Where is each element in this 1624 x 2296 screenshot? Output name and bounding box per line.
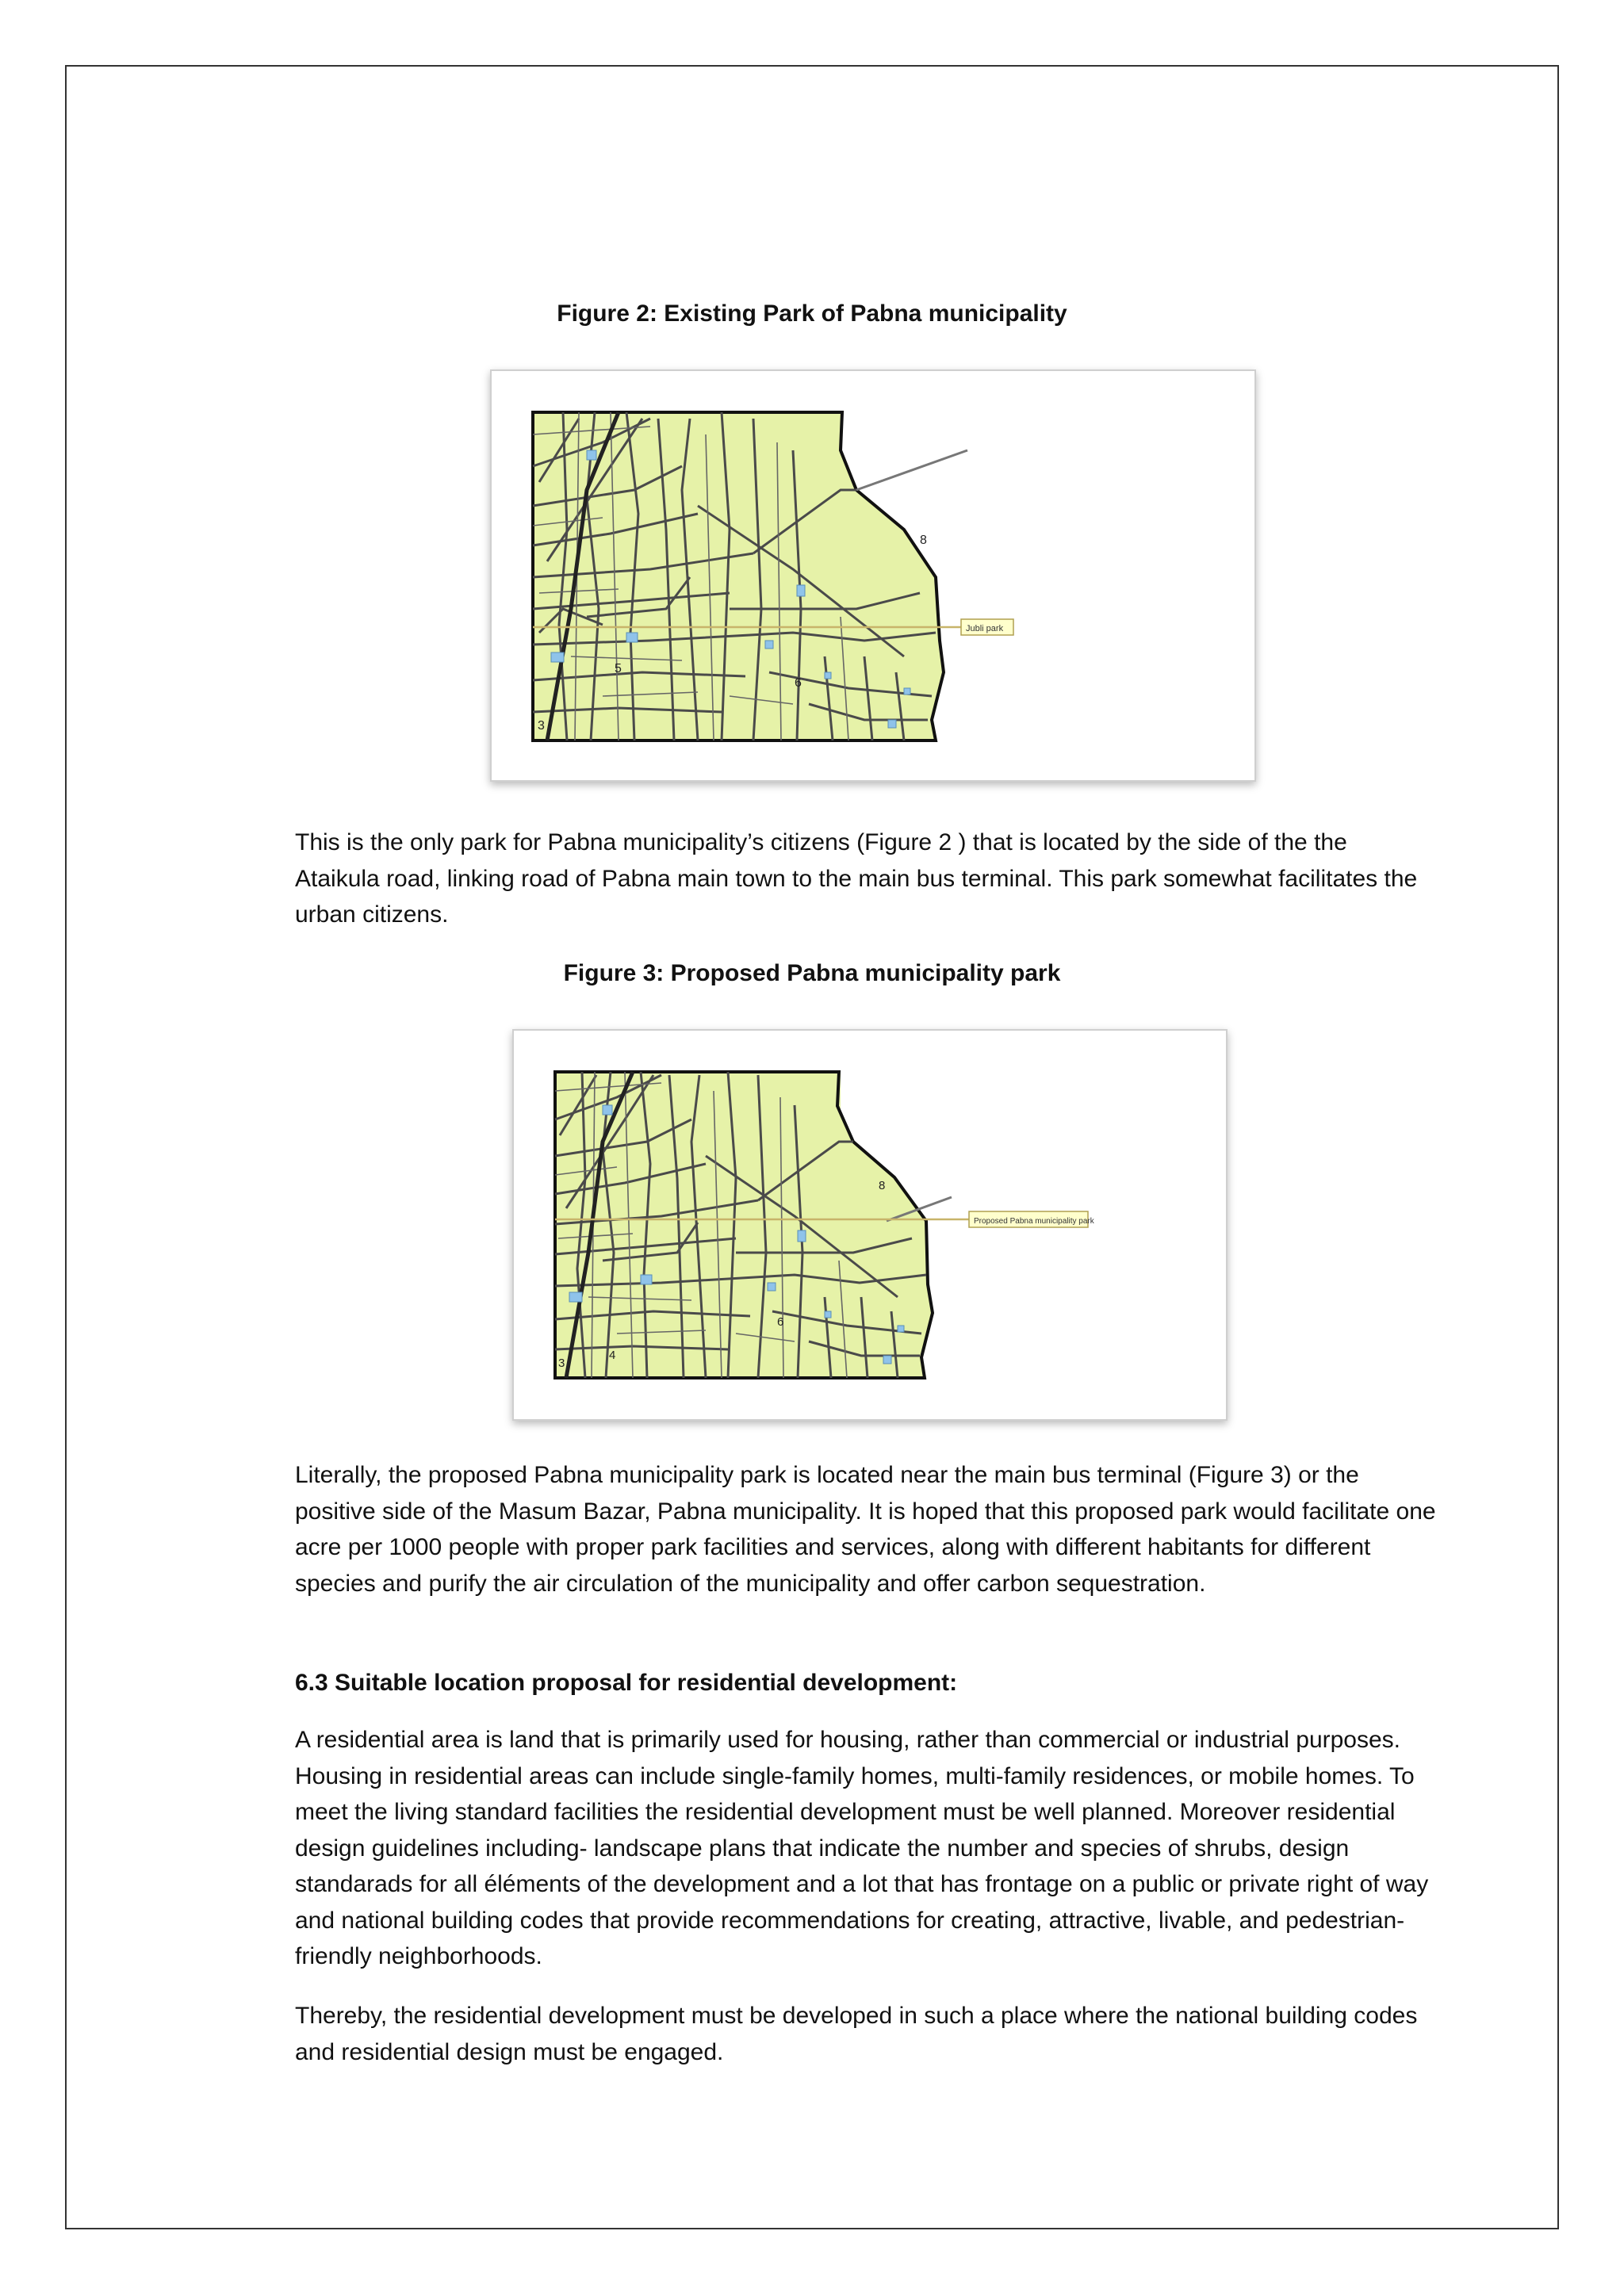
ward-label: 3	[558, 1357, 565, 1370]
paragraph-residential: A residential area is land that is primarily used for housing, rather than commercial or industrial purposes. Housing in residential areas can include single-family homes, multi-family residences, or mobile homes. To meet the living standard facilities the residential development must be well planned. Moreover residential design guidelines including- landscape plans that indicate the number and species of shrubs, design standarads for all éléments of the development and a lot that has frontage on a public or private right of way and national building codes that provide recommendations for creating, attractive, livable, and pedestrian-friendly neighborhoods.	[295, 1727, 1429, 1969]
ward-label: 6	[795, 676, 802, 690]
paragraph-residential-conclusion: Thereby, the residential development must be developed in such a place where the national building codes and residential design must be engaged.	[295, 2003, 1418, 2065]
figure-2-frame	[490, 369, 1256, 782]
paragraph-park-proposed: Literally, the proposed Pabna municipality park is located near the main bus terminal (Figure 3) or the positive side of the Masum Bazar, Pabna municipality. It is hoped that this proposed park would facilitate one acre per 1000 people with proper park facilities and services, along with different habitants for different species and purify the air circulation of the municipality and offer carbon sequestration.	[295, 1462, 1436, 1597]
ward-label: 5	[615, 662, 622, 675]
callout-label: Jubli park	[966, 624, 1004, 633]
ward-label: 3	[538, 719, 545, 733]
section-heading: 6.3 Suitable location proposal for residential development:	[295, 1670, 958, 1696]
ward-label: 8	[879, 1179, 886, 1192]
figure-3-map	[514, 1031, 1226, 1419]
ward-label: 6	[777, 1315, 784, 1329]
figure-2-map	[492, 371, 1254, 780]
ward-label: 8	[920, 534, 927, 547]
callout-label: Proposed Pabna municipality park	[974, 1217, 1094, 1226]
figure-2-caption: Figure 2: Existing Park of Pabna municipality	[557, 300, 1067, 327]
paragraph-park-existing: This is the only park for Pabna municipality’s citizens (Figure 2 ) that is located by the side of the the Ataikula road, linking road of Pabna main town to the main bus terminal. This park somewhat facilitates the urban citizens.	[295, 829, 1418, 928]
ward-label: 4	[609, 1349, 616, 1362]
figure-3-caption: Figure 3: Proposed Pabna municipality park	[563, 960, 1061, 986]
figure-3-frame	[512, 1029, 1228, 1421]
